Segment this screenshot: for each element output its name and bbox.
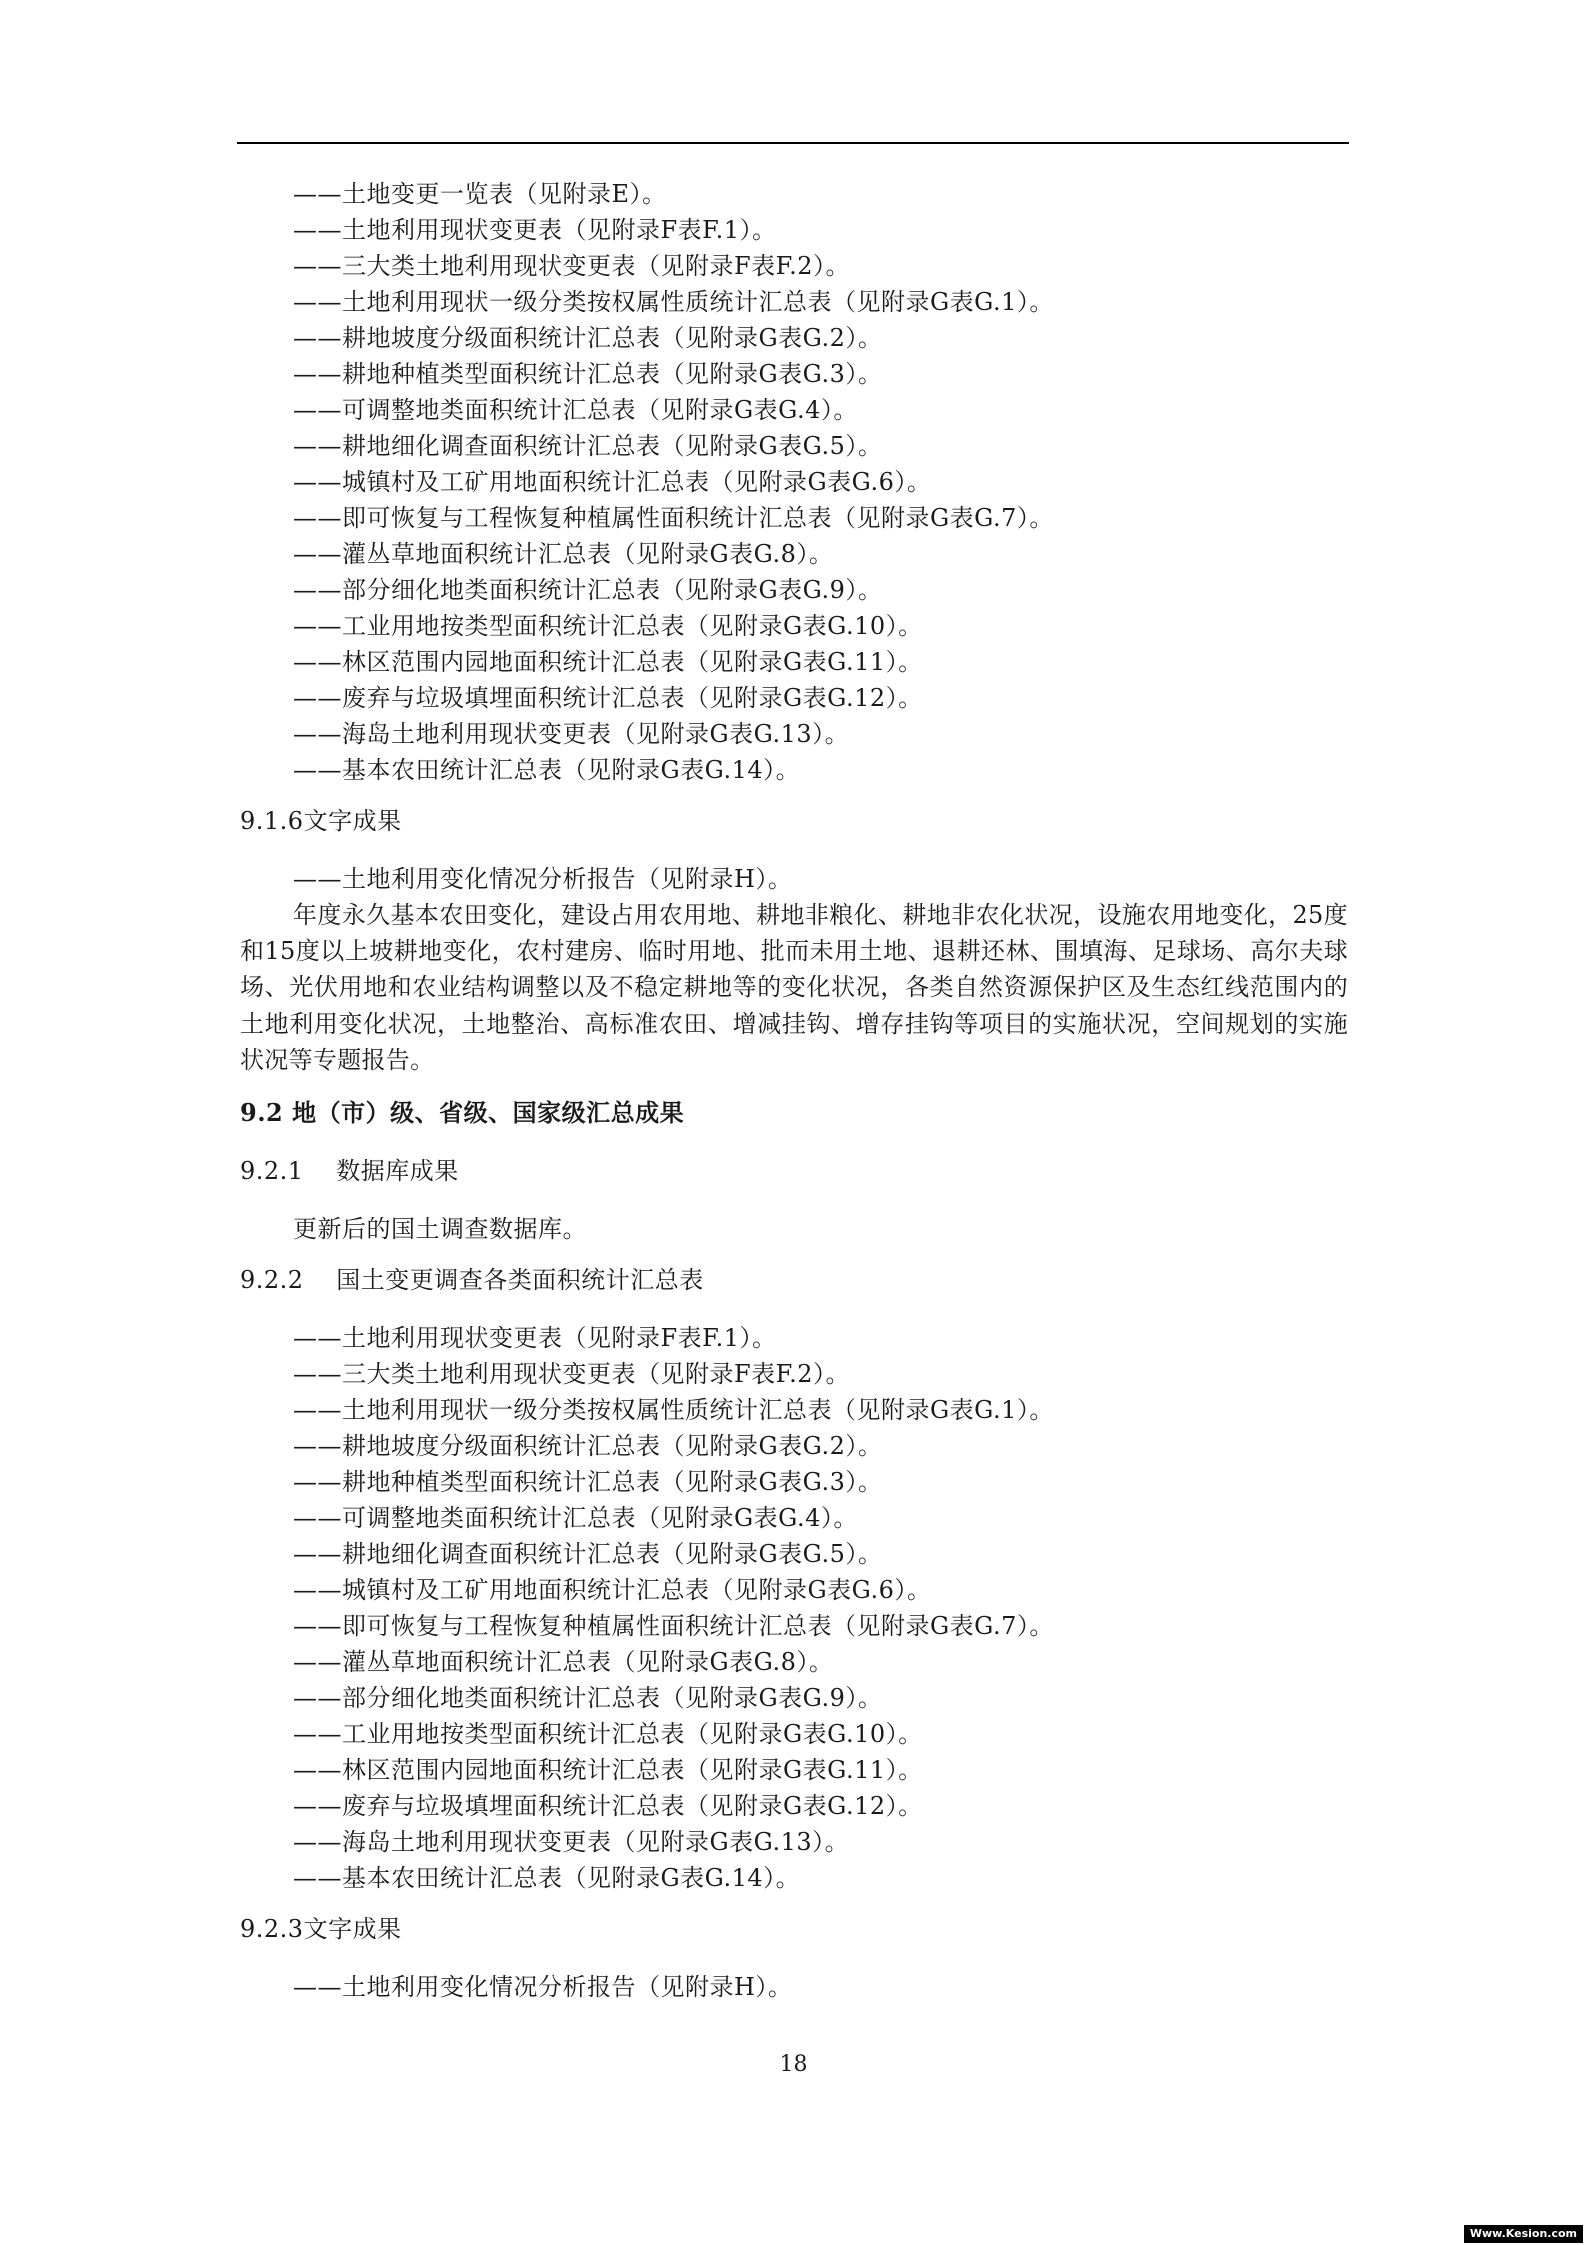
list-item: ——林区范围内园地面积统计汇总表（见附录G表G.11）。 bbox=[293, 1756, 923, 1784]
list-item: ——灌丛草地面积统计汇总表（见附录G表G.8）。 bbox=[293, 1648, 834, 1676]
list-item: ——林区范围内园地面积统计汇总表（见附录G表G.11）。 bbox=[293, 648, 923, 676]
list-item: ——三大类土地利用现状变更表（见附录F表F.2）。 bbox=[293, 252, 850, 280]
report-item: ——土地利用变化情况分析报告（见附录H）。 bbox=[293, 1973, 793, 2001]
list-item: ——土地利用现状一级分类按权属性质统计汇总表（见附录G表G.1）。 bbox=[293, 288, 1054, 316]
list-item: ——即可恢复与工程恢复种植属性面积统计汇总表（见附录G表G.7）。 bbox=[293, 1612, 1054, 1640]
list-item: ——土地利用现状变更表（见附录F表F.1）。 bbox=[293, 216, 777, 244]
list-item: ——土地变更一览表（见附录E）。 bbox=[293, 180, 667, 208]
list-item: ——废弃与垃圾填埋面积统计汇总表（见附录G表G.12）。 bbox=[293, 684, 923, 712]
list-item: ——海岛土地利用现状变更表（见附录G表G.13）。 bbox=[293, 1828, 850, 1856]
page-number: 18 bbox=[779, 2052, 808, 2077]
section-heading-9-2-3: 9.2.3文字成果 bbox=[240, 1915, 402, 1943]
section-heading-9-2-1: 9.2.1 数据库成果 bbox=[240, 1157, 459, 1185]
report-item: ——土地利用变化情况分析报告（见附录H）。 bbox=[293, 865, 793, 893]
list-item: ——可调整地类面积统计汇总表（见附录G表G.4）。 bbox=[293, 1504, 858, 1532]
list-item: ——城镇村及工矿用地面积统计汇总表（见附录G表G.6）。 bbox=[293, 1576, 932, 1604]
list-item: ——工业用地按类型面积统计汇总表（见附录G表G.10）。 bbox=[293, 612, 923, 640]
site-watermark: Www.Kesion.com bbox=[1464, 2225, 1583, 2243]
list-item: ——即可恢复与工程恢复种植属性面积统计汇总表（见附录G表G.7）。 bbox=[293, 504, 1054, 532]
list-item: ——三大类土地利用现状变更表（见附录F表F.2）。 bbox=[293, 1360, 850, 1388]
body-paragraph: 年度永久基本农田变化，建设占用农用地、耕地非粮化、耕地非农化状况，设施农用地变化，25度和15度以上坡耕地变化，农村建房、临时用地、批而未用土地、退耕还林、围填海、足球场、高尔夫球场、光伏用地和农业结构调整以及不稳定耕地等的变化状况，各类自然资源保护区及生态红线范围内的土地利用变化状况，土地整治、高标准农田、增减挂钩、增存挂钩等项目的实施状况，空间规划的实施状况等专题报告。 bbox=[240, 901, 1348, 1074]
body-text: 更新后的国土调查数据库。 bbox=[293, 1215, 587, 1243]
list-item: ——耕地种植类型面积统计汇总表（见附录G表G.3）。 bbox=[293, 1468, 883, 1496]
header-rule bbox=[237, 142, 1349, 144]
list-item: ——废弃与垃圾填埋面积统计汇总表（见附录G表G.12）。 bbox=[293, 1792, 923, 1820]
list-item: ——耕地细化调查面积统计汇总表（见附录G表G.5）。 bbox=[293, 1540, 883, 1568]
list-item: ——耕地坡度分级面积统计汇总表（见附录G表G.2）。 bbox=[293, 1432, 883, 1460]
list-item: ——基本农田统计汇总表（见附录G表G.14）。 bbox=[293, 756, 801, 784]
list-item: ——海岛土地利用现状变更表（见附录G表G.13）。 bbox=[293, 720, 850, 748]
section-heading-9-2: 9.2 地（市）级、省级、国家级汇总成果 bbox=[240, 1098, 685, 1127]
list-item: ——耕地种植类型面积统计汇总表（见附录G表G.3）。 bbox=[293, 360, 883, 388]
section-heading-9-2-2: 9.2.2 国土变更调查各类面积统计汇总表 bbox=[240, 1266, 704, 1294]
list-item: ——土地利用现状变更表（见附录F表F.1）。 bbox=[293, 1324, 777, 1352]
list-item: ——部分细化地类面积统计汇总表（见附录G表G.9）。 bbox=[293, 1684, 883, 1712]
list-item: ——耕地细化调查面积统计汇总表（见附录G表G.5）。 bbox=[293, 432, 883, 460]
section-heading-9-1-6: 9.1.6文字成果 bbox=[240, 807, 402, 835]
list-item: ——耕地坡度分级面积统计汇总表（见附录G表G.2）。 bbox=[293, 324, 883, 352]
list-item: ——灌丛草地面积统计汇总表（见附录G表G.8）。 bbox=[293, 540, 834, 568]
list-item: ——基本农田统计汇总表（见附录G表G.14）。 bbox=[293, 1864, 801, 1892]
list-item: ——城镇村及工矿用地面积统计汇总表（见附录G表G.6）。 bbox=[293, 468, 932, 496]
list-item: ——工业用地按类型面积统计汇总表（见附录G表G.10）。 bbox=[293, 1720, 923, 1748]
list-item: ——可调整地类面积统计汇总表（见附录G表G.4）。 bbox=[293, 396, 858, 424]
list-item: ——部分细化地类面积统计汇总表（见附录G表G.9）。 bbox=[293, 576, 883, 604]
list-item: ——土地利用现状一级分类按权属性质统计汇总表（见附录G表G.1）。 bbox=[293, 1396, 1054, 1424]
